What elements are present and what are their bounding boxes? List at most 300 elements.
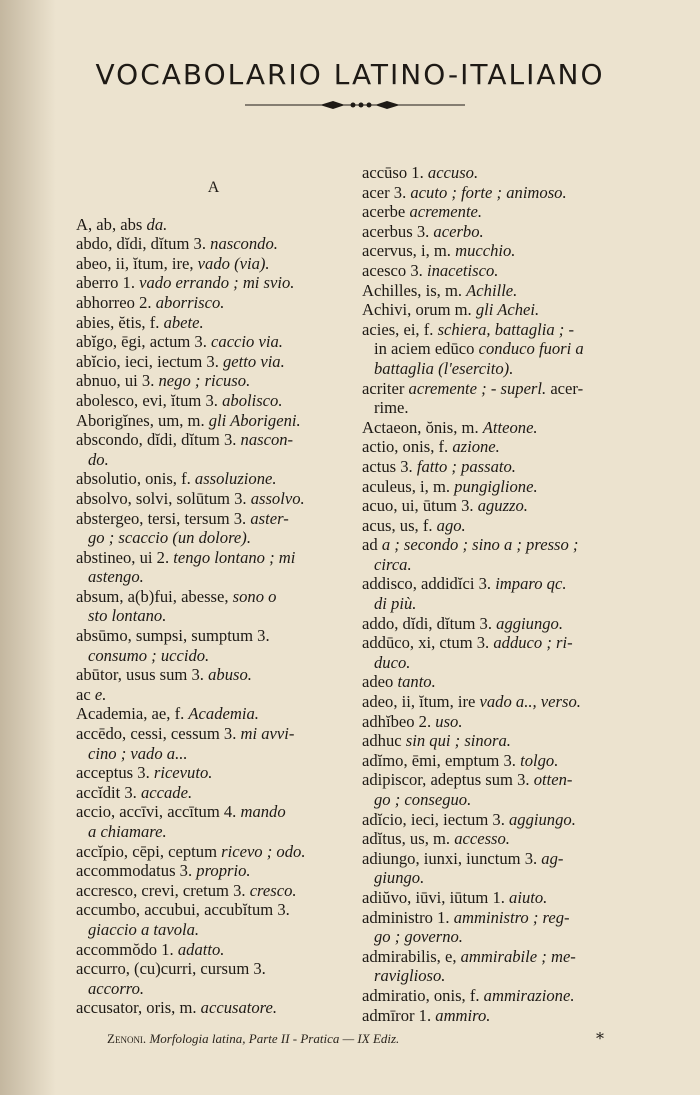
- footer-author: Zenoni.: [107, 1031, 147, 1046]
- entry-line: [362, 829, 630, 849]
- entry-definition: giaccio a tavola.: [88, 919, 200, 939]
- entry-line: [362, 790, 630, 810]
- dictionary-entry: [362, 947, 630, 986]
- entry-line: [362, 555, 630, 575]
- entry-definition: duco.: [374, 652, 411, 672]
- entry-headword: adhuc: [362, 731, 406, 751]
- entry-line: [76, 273, 351, 293]
- entry-headword: Aborigĭnes, um, m.: [76, 410, 209, 430]
- entry-headword: A, ab, abs: [76, 214, 147, 234]
- entry-line: [76, 411, 351, 431]
- entry-headword: accēdo, cessi, cessum 3.: [76, 724, 241, 744]
- entry-headword: accĭdit 3.: [76, 782, 141, 802]
- entry-definition: da.: [146, 214, 168, 234]
- entry-line: [76, 626, 351, 646]
- entry-definition: di più.: [374, 594, 417, 614]
- entry-line: [362, 398, 630, 418]
- left-entries: [76, 215, 351, 1018]
- entry-line: [76, 724, 351, 744]
- entry-line: [76, 489, 351, 509]
- entry-definition: a ; secondo ; sino a ; presso ;: [381, 535, 579, 555]
- entry-line: [76, 998, 351, 1018]
- dictionary-entry: [362, 281, 630, 301]
- entry-line: [76, 548, 351, 568]
- entry-line: [76, 430, 351, 450]
- dictionary-entry: [362, 437, 630, 457]
- dictionary-entry: [362, 202, 630, 222]
- entry-line: [362, 202, 630, 222]
- dictionary-entry: [76, 313, 351, 333]
- dictionary-entry: [362, 751, 630, 771]
- dictionary-entry: [362, 222, 630, 242]
- entry-line: [76, 293, 351, 313]
- entry-definition: assolvo.: [250, 488, 305, 508]
- entry-definition: sono o: [232, 586, 277, 606]
- entry-line: [362, 418, 630, 438]
- entry-line: [362, 927, 630, 947]
- dictionary-entry: [362, 731, 630, 751]
- dictionary-entry: [76, 215, 351, 235]
- entry-definition: tanto.: [397, 672, 436, 692]
- entry-line: [76, 371, 351, 391]
- entry-line: [362, 849, 630, 869]
- entry-definition: aiuto.: [509, 887, 548, 907]
- entry-line: [362, 222, 630, 242]
- entry-definition: accuso.: [427, 163, 479, 182]
- entry-line: [76, 979, 351, 999]
- entry-line: [362, 496, 630, 516]
- entry-line: [362, 653, 630, 673]
- dictionary-entry: [76, 234, 351, 254]
- entry-headword: acriter: [362, 378, 409, 398]
- entry-definition: ricevo ; odo.: [221, 841, 306, 861]
- entry-line: [362, 712, 630, 732]
- entry-line: [362, 516, 630, 536]
- entry-definition: abete.: [163, 312, 204, 332]
- entry-line: [362, 614, 630, 634]
- entry-line: [362, 770, 630, 790]
- footer-text: Morfologia latina, Parte II - Pratica — IX Ediz.: [146, 1031, 400, 1046]
- dictionary-entry: [362, 849, 630, 888]
- entry-definition: accesso.: [454, 829, 510, 849]
- entry-definition: ricevuto.: [153, 763, 213, 783]
- entry-line: [362, 359, 630, 379]
- entry-line: [76, 940, 351, 960]
- entry-headword: accumbo, accubui, accubĭtum 3.: [76, 900, 290, 920]
- dictionary-entry: [76, 509, 351, 548]
- dictionary-entry: [76, 548, 351, 587]
- entry-headword: adhĭbeo 2.: [362, 711, 436, 731]
- entry-definition: a chiamare.: [88, 822, 167, 841]
- entry-headword: adĭcio, ieci, iectum 3.: [362, 809, 509, 829]
- entry-headword: absolutio, onis, f.: [76, 469, 195, 489]
- entry-line: [76, 509, 351, 529]
- entry-definition: aster-: [250, 508, 289, 528]
- entry-line: [362, 751, 630, 771]
- dictionary-entry: [76, 783, 351, 803]
- entry-line: [76, 900, 351, 920]
- entry-line: [76, 763, 351, 783]
- entry-headword: acer 3.: [362, 182, 411, 202]
- entry-line: [362, 633, 630, 653]
- entry-definition: tolgo.: [520, 750, 559, 770]
- dictionary-entry: [76, 685, 351, 705]
- entry-headword: actus 3.: [362, 456, 417, 476]
- dictionary-entry: [362, 888, 630, 908]
- entry-line: [362, 986, 630, 1006]
- right-entries: [362, 163, 630, 1025]
- entry-headword: Achivi, orum m.: [362, 300, 476, 320]
- entry-line: [362, 908, 630, 928]
- entry-line: [76, 587, 351, 607]
- entry-headword: accio, accīvi, accītum 4.: [76, 802, 241, 822]
- dictionary-entry: [76, 802, 351, 841]
- entry-definition: Achille.: [466, 280, 518, 300]
- entry-headword: rime.: [374, 398, 409, 418]
- entry-headword: adeo, ii, ĭtum, ire: [362, 692, 480, 712]
- entry-headword: abdo, dĭdi, dĭtum 3.: [76, 234, 211, 254]
- entry-line: [76, 783, 351, 803]
- entry-definition: aborrisco.: [155, 292, 225, 312]
- entry-line: [76, 920, 351, 940]
- entry-line: [76, 469, 351, 489]
- entry-headword: in aciem edūco: [374, 339, 479, 359]
- entry-definition: e.: [94, 684, 107, 704]
- entry-headword: acies, ei, f.: [362, 319, 438, 339]
- entry-line: [76, 528, 351, 548]
- page-title: VOCABOLARIO LATINO-ITALIANO: [95, 58, 605, 91]
- dictionary-entry: [76, 332, 351, 352]
- entry-definition: accade.: [140, 782, 193, 802]
- entry-headword: administro 1.: [362, 907, 454, 927]
- entry-definition: go ; scaccio (un dolore).: [88, 528, 251, 548]
- entry-line: [362, 692, 630, 712]
- entry-definition: sto lontano.: [88, 606, 167, 626]
- entry-line: [362, 947, 630, 967]
- entry-headword: acer-: [550, 378, 584, 398]
- entry-line: [362, 437, 630, 457]
- entry-definition: conduco fuori a: [478, 339, 584, 359]
- entry-headword: abhorreo 2.: [76, 292, 156, 312]
- dictionary-entry: [362, 829, 630, 849]
- entry-headword: abĭcio, ieci, iectum 3.: [76, 351, 223, 371]
- entry-definition: azione.: [452, 437, 500, 457]
- dictionary-entry: [362, 320, 630, 379]
- entry-definition: consumo ; uccido.: [88, 645, 210, 665]
- dictionary-entry: [76, 724, 351, 763]
- entry-definition: mi avvi-: [240, 724, 295, 744]
- entry-line: [362, 261, 630, 281]
- entry-definition: do.: [88, 449, 109, 469]
- entry-line: [362, 594, 630, 614]
- dictionary-entry: [76, 940, 351, 960]
- entry-definition: cino ; vado a...: [88, 743, 188, 763]
- entry-line: [76, 254, 351, 274]
- entry-definition: schiera, battaglia ; -: [437, 319, 574, 339]
- entry-headword: acceptus 3.: [76, 763, 154, 783]
- entry-line: [76, 665, 351, 685]
- dictionary-entry: [362, 477, 630, 497]
- entry-definition: Atteone.: [482, 417, 538, 437]
- entry-headword: ad: [362, 535, 382, 555]
- entry-line: [76, 234, 351, 254]
- entry-line: [362, 300, 630, 320]
- entry-line: [362, 574, 630, 594]
- entry-line: [76, 881, 351, 901]
- entry-definition: mucchio.: [455, 241, 516, 261]
- entry-definition: abolisco.: [222, 390, 283, 410]
- entry-line: [76, 685, 351, 705]
- page-binding-shadow: [0, 0, 56, 1095]
- entry-headword: accresco, crevi, cretum 3.: [76, 880, 250, 900]
- dictionary-entry: [362, 241, 630, 261]
- ornament-divider: [245, 98, 465, 112]
- entry-line: [362, 1006, 630, 1026]
- entry-definition: imparo qc.: [495, 574, 567, 594]
- entry-headword: accommodatus 3.: [76, 861, 197, 881]
- entry-line: [76, 332, 351, 352]
- entry-headword: adĭmo, ēmi, emptum 3.: [362, 750, 521, 770]
- entry-headword: abstergeo, tersi, tersum 3.: [76, 508, 251, 528]
- entry-line: [362, 810, 630, 830]
- entry-definition: gli Achei.: [475, 300, 540, 320]
- dictionary-entry: [362, 574, 630, 613]
- entry-headword: accurro, (cu)curri, cursum 3.: [76, 959, 266, 979]
- dictionary-entry: [76, 430, 351, 469]
- entry-definition: aguzzo.: [477, 496, 528, 516]
- entry-line: [76, 744, 351, 764]
- entry-definition: mando: [240, 802, 286, 822]
- entry-headword: actio, onis, f.: [362, 437, 453, 457]
- entry-headword: addisco, addidĭci 3.: [362, 574, 496, 594]
- entry-definition: acremente ; - superl.: [408, 378, 551, 398]
- dictionary-entry: [362, 183, 630, 203]
- entry-definition: nego ; ricuso.: [158, 371, 251, 391]
- entry-headword: Actaeon, ŏnis, m.: [362, 417, 483, 437]
- entry-headword: adĭtus, us, m.: [362, 829, 455, 849]
- left-column: [76, 178, 351, 1018]
- entry-definition: caccio via.: [211, 332, 283, 352]
- entry-definition: ag-: [541, 848, 564, 868]
- entry-definition: aggiungo.: [496, 613, 563, 633]
- entry-definition: astengo.: [88, 567, 144, 587]
- entry-line: [362, 966, 630, 986]
- entry-line: [76, 567, 351, 587]
- entry-headword: acus, us, f.: [362, 515, 437, 535]
- entry-definition: aggiungo.: [509, 809, 576, 829]
- entry-headword: aculeus, i, m.: [362, 476, 455, 496]
- dictionary-entry: [76, 371, 351, 391]
- dictionary-entry: [76, 842, 351, 862]
- entry-line: [362, 183, 630, 203]
- dictionary-entry: [76, 352, 351, 372]
- entry-headword: abolesco, evi, ĭtum 3.: [76, 390, 223, 410]
- entry-headword: absum, a(b)fui, abesse,: [76, 586, 233, 606]
- entry-definition: Academia.: [188, 704, 259, 724]
- entry-definition: giungo.: [374, 868, 425, 888]
- entry-headword: addūco, xi, ctum 3.: [362, 633, 494, 653]
- dictionary-entry: [362, 633, 630, 672]
- entry-definition: pungiglione.: [454, 476, 538, 496]
- dictionary-entry: [76, 293, 351, 313]
- dictionary-entry: [76, 900, 351, 939]
- dictionary-entry: [362, 535, 630, 574]
- entry-line: [76, 959, 351, 979]
- entry-definition: abuso.: [208, 665, 252, 685]
- dictionary-entry: [76, 489, 351, 509]
- entry-definition: inacetisco.: [426, 260, 499, 280]
- entry-definition: acremente.: [409, 202, 483, 222]
- page-footer: [107, 1031, 399, 1047]
- dictionary-entry: [76, 861, 351, 881]
- entry-headword: abeo, ii, ĭtum, ire,: [76, 253, 198, 273]
- entry-definition: sin qui ; sinora.: [405, 731, 511, 751]
- entry-definition: ammiro.: [435, 1005, 491, 1025]
- entry-definition: assoluzione.: [194, 469, 277, 489]
- entry-definition: otten-: [533, 770, 573, 790]
- entry-headword: abstineo, ui 2.: [76, 547, 174, 567]
- dictionary-entry: [76, 411, 351, 431]
- entry-headword: admīror 1.: [362, 1005, 436, 1025]
- dictionary-entry: [362, 712, 630, 732]
- entry-line: [362, 731, 630, 751]
- entry-headword: adeo: [362, 672, 398, 692]
- entry-headword: accūso 1.: [362, 163, 428, 182]
- entry-line: [362, 320, 630, 340]
- entry-line: [362, 281, 630, 301]
- dictionary-entry: [362, 1006, 630, 1026]
- entry-definition: cresco.: [249, 880, 297, 900]
- entry-definition: go ; governo.: [374, 927, 463, 947]
- entry-headword: abnuo, ui 3.: [76, 371, 159, 391]
- entry-line: [76, 861, 351, 881]
- dictionary-entry: [362, 418, 630, 438]
- entry-headword: acerbus 3.: [362, 221, 434, 241]
- entry-definition: fatto ; passato.: [416, 456, 516, 476]
- entry-line: [362, 163, 630, 183]
- entry-headword: abūtor, usus sum 3.: [76, 665, 209, 685]
- entry-definition: accusatore.: [200, 998, 278, 1018]
- entry-headword: admiratio, onis, f.: [362, 985, 484, 1005]
- entry-headword: absūmo, sumpsi, sumptum 3.: [76, 626, 270, 646]
- entry-line: [76, 352, 351, 372]
- dictionary-entry: [362, 810, 630, 830]
- entry-headword: aberro 1.: [76, 273, 140, 293]
- entry-line: [362, 672, 630, 692]
- dictionary-entry: [76, 881, 351, 901]
- entry-headword: acerbe: [362, 202, 410, 222]
- entry-headword: absolvo, solvi, solūtum 3.: [76, 488, 251, 508]
- entry-line: [76, 313, 351, 333]
- dictionary-entry: [362, 379, 630, 418]
- entry-line: [76, 822, 351, 842]
- entry-headword: acervus, i, m.: [362, 241, 456, 261]
- dictionary-entry: [362, 261, 630, 281]
- entry-headword: acuo, ui, ūtum 3.: [362, 496, 478, 516]
- dictionary-entry: [76, 587, 351, 626]
- footer-mark: *: [596, 1029, 604, 1048]
- entry-definition: adduco ; ri-: [493, 633, 573, 653]
- entry-line: [76, 704, 351, 724]
- section-letter: A: [207, 179, 220, 196]
- entry-headword: ac: [76, 684, 95, 704]
- entry-definition: nascondo.: [210, 234, 278, 254]
- entry-definition: ammirazione.: [483, 985, 575, 1005]
- dictionary-entry: [76, 254, 351, 274]
- entry-definition: battaglia (l'esercito).: [374, 358, 514, 378]
- entry-definition: raviglioso.: [374, 966, 446, 986]
- entry-line: [76, 391, 351, 411]
- dictionary-entry: [362, 457, 630, 477]
- entry-definition: vado a.., verso.: [479, 692, 581, 712]
- right-column: [362, 163, 630, 1025]
- dictionary-entry: [76, 704, 351, 724]
- entry-headword: accommŏdo 1.: [76, 939, 178, 959]
- dictionary-entry: [362, 496, 630, 516]
- entry-line: [76, 802, 351, 822]
- entry-headword: adiungo, iunxi, iunctum 3.: [362, 848, 542, 868]
- entry-definition: acerbo.: [433, 221, 484, 241]
- entry-definition: vado errando ; mi svio.: [139, 273, 295, 293]
- entry-line: [362, 888, 630, 908]
- entry-definition: vado (via).: [197, 253, 270, 273]
- entry-headword: abscondo, dĭdi, dĭtum 3.: [76, 430, 241, 450]
- dictionary-entry: [76, 665, 351, 685]
- entry-headword: acesco 3.: [362, 260, 427, 280]
- entry-definition: acuto ; forte ; animoso.: [410, 182, 567, 202]
- dictionary-entry: [76, 626, 351, 665]
- entry-headword: admirabilis, e,: [362, 946, 461, 966]
- dictionary-entry: [362, 908, 630, 947]
- dictionary-entry: [362, 692, 630, 712]
- dictionary-entry: [362, 300, 630, 320]
- entry-line: [76, 606, 351, 626]
- dictionary-entry: [76, 391, 351, 411]
- entry-line: [362, 457, 630, 477]
- entry-definition: uso.: [435, 711, 463, 731]
- dictionary-entry: [362, 163, 630, 183]
- entry-headword: abies, ĕtis, f.: [76, 312, 164, 332]
- entry-definition: go ; conseguo.: [374, 790, 472, 809]
- entry-line: [76, 450, 351, 470]
- entry-headword: accusator, oris, m.: [76, 998, 201, 1018]
- entry-line: [362, 379, 630, 399]
- entry-definition: circa.: [374, 554, 412, 574]
- dictionary-entry: [362, 516, 630, 536]
- dictionary-entry: [362, 770, 630, 809]
- dictionary-entry: [362, 614, 630, 634]
- entry-line: [76, 646, 351, 666]
- entry-definition: adatto.: [177, 939, 225, 959]
- entry-headword: adipiscor, adeptus sum 3.: [362, 770, 534, 790]
- entry-definition: ago.: [436, 515, 466, 535]
- entry-headword: abĭgo, ēgi, actum 3.: [76, 332, 212, 352]
- dictionary-entry: [76, 959, 351, 998]
- entry-line: [362, 241, 630, 261]
- entry-line: [362, 535, 630, 555]
- entry-definition: getto via.: [223, 351, 285, 371]
- entry-headword: Achilles, is, m.: [362, 280, 467, 300]
- entry-definition: nascon-: [240, 430, 294, 450]
- dictionary-entry: [362, 672, 630, 692]
- entry-headword: adiŭvo, iūvi, iūtum 1.: [362, 887, 510, 907]
- entry-line: [362, 477, 630, 497]
- entry-line: [76, 215, 351, 235]
- entry-definition: amministro ; reg-: [453, 907, 570, 927]
- dictionary-entry: [76, 273, 351, 293]
- dictionary-entry: [76, 763, 351, 783]
- entry-headword: Academia, ae, f.: [76, 704, 189, 724]
